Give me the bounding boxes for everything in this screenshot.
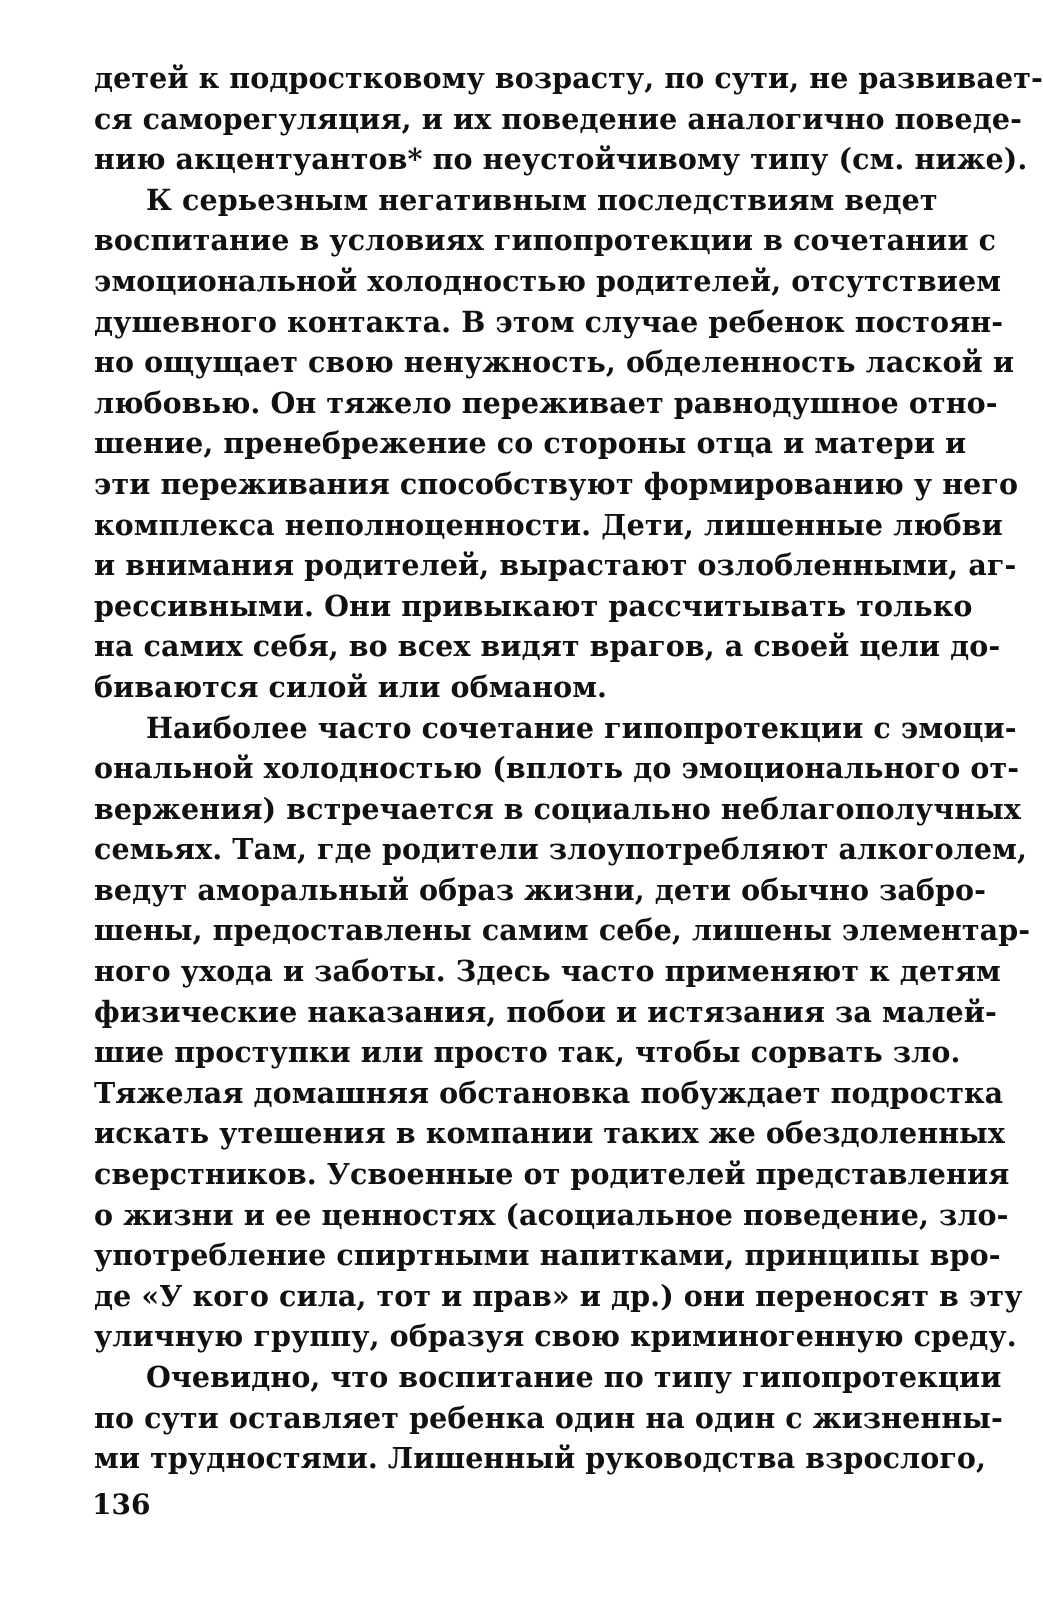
text-line: шены, предоставлены самим себе, лишены элементар-	[94, 913, 1031, 948]
text-line: эти переживания способствуют формированию у него	[94, 466, 1019, 501]
text-line: ного ухода и заботы. Здесь часто применяют к детям	[94, 954, 1001, 989]
text-line: шие проступки или просто так, чтобы сорвать зло.	[94, 1035, 961, 1070]
text-line: нию акцентуантов* по неустойчивому типу (см. ниже).	[94, 142, 1028, 177]
text-line: комплекса неполноценности. Дети, лишенные любви	[94, 507, 1003, 542]
page-number: 136	[92, 1488, 151, 1521]
text-line: шение, пренебрежение со стороны отца и матери и	[94, 426, 967, 461]
text-line: Тяжелая домашняя обстановка побуждает подростка	[94, 1075, 1004, 1110]
text-line: физические наказания, побои и истязания за малей-	[94, 994, 997, 1029]
text-line: эмоциональной холодностью родителей, отсутствием	[94, 263, 1002, 298]
text-line: ми трудностями. Лишенный руководства взрослого,	[94, 1441, 987, 1476]
text-line: вержения) встречается в социально неблагополучных	[94, 791, 1021, 826]
text-line: воспитание в условиях гипопротекции в сочетании с	[94, 223, 997, 258]
text-line: ведут аморальный образ жизни, дети обычно забро-	[94, 872, 987, 907]
text-line: ональной холодностью (вплоть до эмоционального от-	[94, 751, 1020, 786]
text-line: детей к подростковому возрасту, по сути, не развивает-	[94, 61, 1043, 95]
text-line: употребление спиртными напитками, принципы вро-	[94, 1238, 1001, 1273]
text-line: о жизни и ее ценностях (асоциальное поведение, зло-	[94, 1197, 1009, 1232]
text-line: К серьезным негативным последствиям ведет	[146, 182, 938, 217]
text-line: биваются силой или обманом.	[94, 669, 608, 704]
text-line: ся саморегуляция, и их поведение аналогично поведе-	[94, 101, 1023, 136]
text-line: на самих себя, во всех видят врагов, а своей цели до-	[94, 629, 1001, 664]
text-line: Наиболее часто сочетание гипопротекции с эмоци-	[146, 710, 1017, 745]
text-line: но ощущает свою ненужность, обделенность лаской и	[94, 345, 1015, 380]
text-line: и внимания родителей, вырастают озлобленными, аг-	[94, 548, 1017, 583]
text-line: по сути оставляет ребенка один на один с жизненны-	[94, 1400, 1003, 1435]
text-line: Очевидно, что воспитание по типу гипопротекции	[146, 1360, 1002, 1394]
body-text	[94, 58, 1043, 1479]
text-line: семьях. Там, где родители злоупотребляют алкоголем,	[94, 832, 1028, 867]
text-line: душевного контакта. В этом случае ребенок постоян-	[94, 304, 1004, 339]
text-line: любовью. Он тяжело переживает равнодушное отно-	[94, 385, 998, 420]
text-line: уличную группу, образуя свою криминогенную среду.	[94, 1319, 1017, 1354]
text-line: рессивными. Они привыкают рассчитывать только	[94, 588, 973, 623]
text-line: де «У кого сила, тот и прав» и др.) они переносят в эту	[94, 1278, 1023, 1313]
text-line: искать утешения в компании таких же обездоленных	[94, 1116, 1005, 1151]
text-line: сверстников. Усвоенные от родителей представления	[94, 1157, 1010, 1192]
